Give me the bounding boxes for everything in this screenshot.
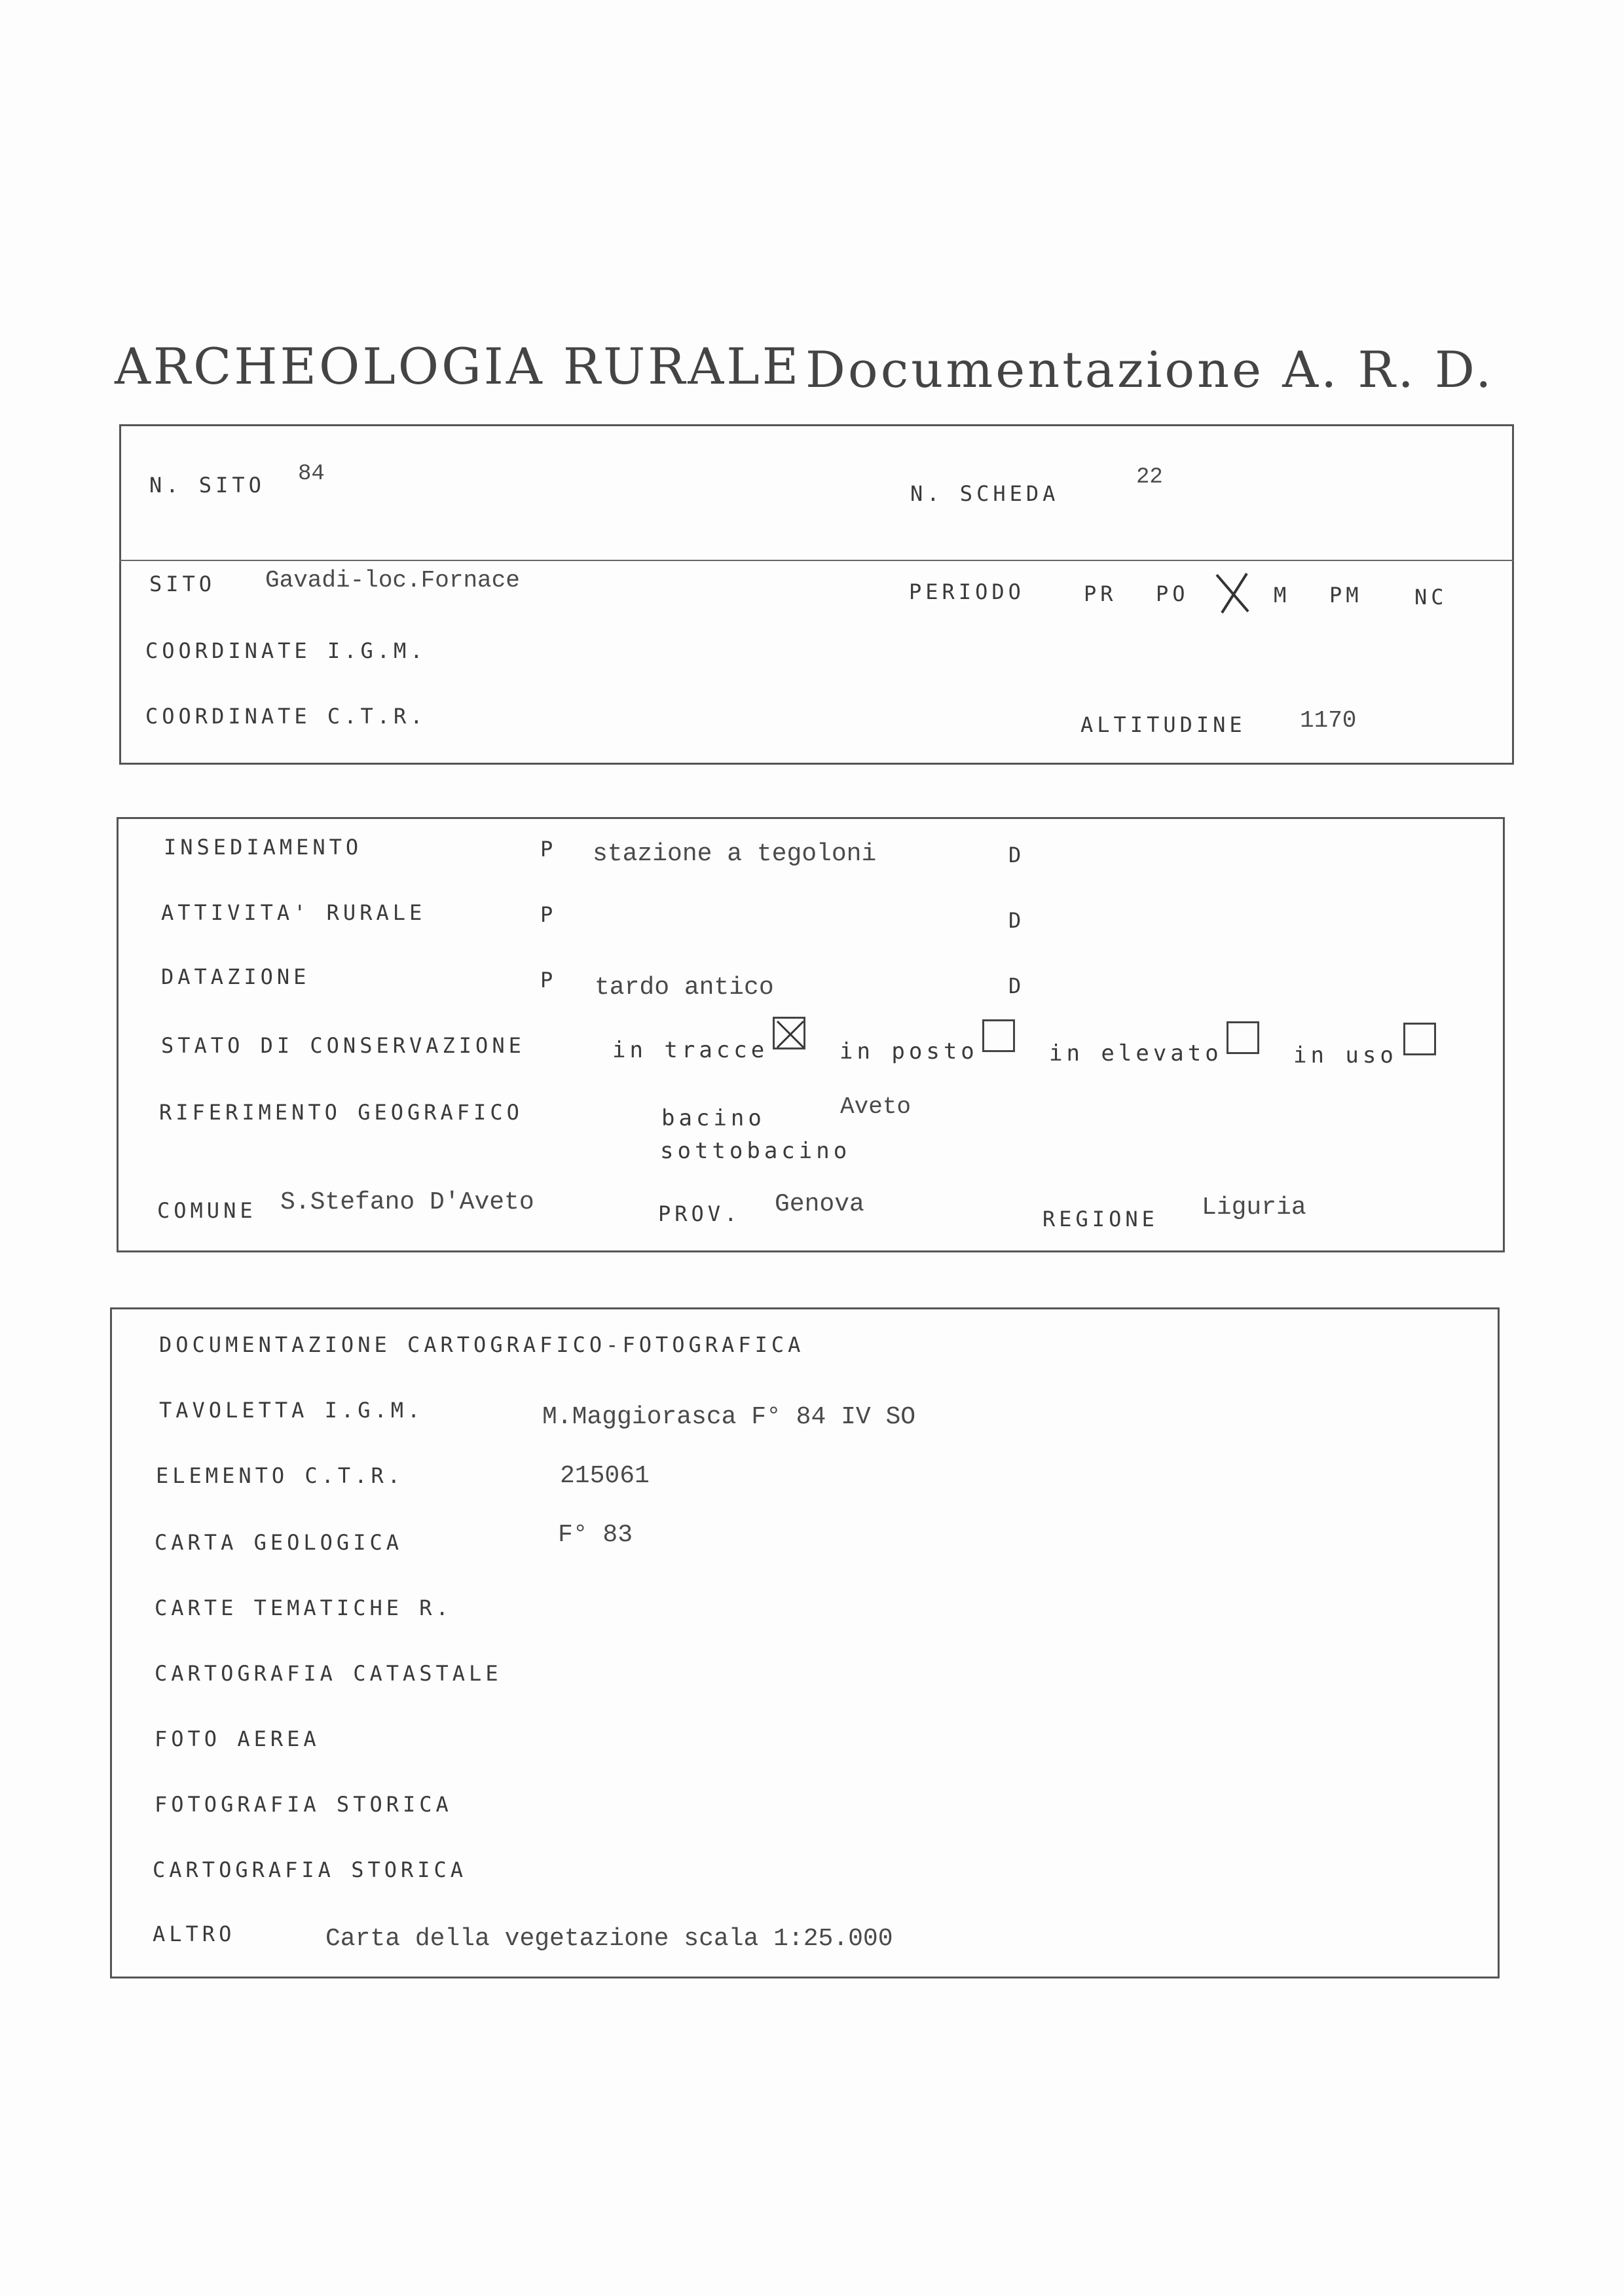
coord-ctr-label: COORDINATE C.T.R.: [145, 704, 427, 729]
periodo-mark-x-icon: [1213, 571, 1252, 615]
rif-geo-label: RIFERIMENTO GEOGRAFICO: [159, 1100, 523, 1125]
bacino-label: bacino: [661, 1105, 766, 1131]
periodo-option-m[interactable]: M: [1274, 583, 1291, 608]
form-title-right: Documentazione A. R. D.: [805, 340, 1494, 399]
datazione-p: P: [540, 968, 557, 993]
fotografia-storica-label: FOTOGRAFIA STORICA: [155, 1792, 452, 1817]
checkbox-x-icon: [775, 1019, 807, 1051]
datazione-label: DATAZIONE: [161, 964, 310, 989]
n-sito-value[interactable]: 84: [298, 462, 325, 486]
periodo-option-pr[interactable]: PR: [1084, 581, 1117, 606]
documentation-heading: DOCUMENTAZIONE CARTOGRAFICO-FOTOGRAFICA: [159, 1332, 805, 1357]
carte-tematiche-label: CARTE TEMATICHE R.: [155, 1595, 452, 1620]
comune-value[interactable]: S.Stefano D'Aveto: [280, 1188, 534, 1216]
cartografia-catastale-label: CARTOGRAFIA CATASTALE: [155, 1661, 502, 1686]
insediamento-label: INSEDIAMENTO: [164, 835, 363, 860]
altitudine-value[interactable]: 1170: [1300, 707, 1357, 734]
insediamento-d: D: [1008, 843, 1025, 867]
site-info-divider: [119, 560, 1514, 561]
altro-label: ALTRO: [153, 1922, 236, 1946]
stato-checkbox-uso[interactable]: [1403, 1023, 1436, 1055]
elemento-value[interactable]: 215061: [560, 1462, 650, 1490]
datazione-value[interactable]: tardo antico: [595, 974, 774, 1002]
tavoletta-label: TAVOLETTA I.G.M.: [159, 1398, 424, 1423]
stato-option-label-posto: in posto: [840, 1038, 978, 1065]
regione-label: REGIONE: [1043, 1207, 1158, 1231]
prov-label: PROV.: [658, 1201, 741, 1226]
altitudine-label: ALTITUDINE: [1080, 712, 1246, 737]
cartografia-storica-label: CARTOGRAFIA STORICA: [153, 1857, 468, 1882]
periodo-option-nc[interactable]: NC: [1414, 585, 1448, 610]
attivita-label: ATTIVITA' RURALE: [161, 900, 426, 925]
n-scheda-label: N. SCHEDA: [910, 481, 1060, 506]
stato-option-label-tracce: in tracce: [612, 1037, 769, 1063]
carta-geo-value[interactable]: F° 83: [558, 1521, 633, 1549]
periodo-option-pm[interactable]: PM: [1329, 583, 1363, 608]
stato-checkbox-elevato[interactable]: [1227, 1021, 1259, 1054]
stato-label: STATO DI CONSERVAZIONE: [161, 1033, 525, 1058]
stato-checkbox-tracce[interactable]: [773, 1017, 805, 1049]
n-scheda-value[interactable]: 22: [1136, 465, 1163, 490]
comune-label: COMUNE: [157, 1198, 257, 1223]
carta-geo-label: CARTA GEOLOGICA: [155, 1530, 403, 1555]
datazione-d: D: [1008, 974, 1025, 998]
stato-option-label-uso: in uso: [1293, 1042, 1397, 1068]
sito-value[interactable]: Gavadi-loc.Fornace: [265, 567, 520, 594]
tavoletta-value[interactable]: M.Maggiorasca F° 84 IV SO: [542, 1403, 916, 1431]
elemento-label: ELEMENTO C.T.R.: [156, 1463, 404, 1488]
stato-option-label-elevato: in elevato: [1049, 1040, 1223, 1066]
altro-value[interactable]: Carta della vegetazione scala 1:25.000: [325, 1925, 893, 1953]
sottobacino-label: sottobacino: [660, 1138, 851, 1164]
regione-value[interactable]: Liguria: [1202, 1194, 1306, 1222]
insediamento-value[interactable]: stazione a tegoloni: [593, 840, 877, 868]
n-sito-label: N. SITO: [149, 473, 265, 498]
insediamento-p: P: [540, 837, 557, 862]
foto-aerea-label: FOTO AEREA: [155, 1726, 320, 1751]
periodo-option-po[interactable]: PO: [1156, 581, 1189, 606]
sito-label: SITO: [149, 572, 216, 596]
attivita-d: D: [1008, 908, 1025, 933]
coord-igm-label: COORDINATE I.G.M.: [145, 638, 427, 663]
stato-checkbox-posto[interactable]: [982, 1019, 1015, 1052]
attivita-p: P: [540, 902, 557, 927]
prov-value[interactable]: Genova: [775, 1190, 864, 1218]
periodo-label: PERIODO: [909, 579, 1025, 604]
bacino-value[interactable]: Aveto: [840, 1093, 912, 1120]
form-title-left: ARCHEOLOGIA RURALE: [115, 337, 802, 395]
